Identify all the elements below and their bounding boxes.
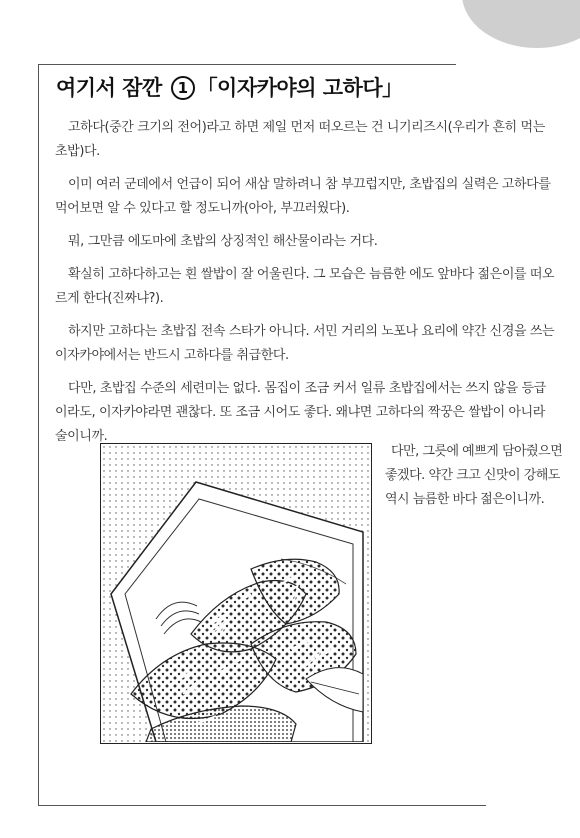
paragraph: 이미 여러 군데에서 언급이 되어 새삼 말하려니 참 부끄럽지만, 초밥집의 실력은 고하다를 먹어보면 알 수 있다고 할 정도니까(아아, 부끄러웠다). — [55, 177, 551, 216]
paragraph: 다만, 초밥집 수준의 세련미는 없다. 몸집이 조금 커서 일류 초밥집에서는 쓰지 않을 등급이라도, 이자카야라면 괜찮다. 또 조금 시어도 좋다. 왜냐면 고하다의 짝꿍은 쌀밥이 아니라 술이니까. — [55, 381, 546, 444]
paragraph: 확실히 고하다하고는 흰 쌀밥이 잘 어울린다. 그 모습은 늠름한 에도 앞바다 젊은이를 떠오르게 한다(진짜냐?). — [55, 267, 555, 306]
chapter-corner-tab — [462, 0, 580, 48]
caption-text: 다만, 그릇에 예쁘게 담아줬으면 좋겠다. 약간 크고 신맛이 강해도 역시 늠름한 바다 젊은이니까. — [385, 444, 563, 507]
body-text — [55, 116, 555, 458]
paragraph: 뭐, 그만큼 에도마에 초밥의 상징적인 해산물이라는 거다. — [68, 234, 378, 249]
frame-top-rule — [38, 64, 456, 65]
frame-bottom-rule — [38, 805, 486, 806]
section-title-subject: 「이자카야의 고하다」 — [196, 76, 403, 100]
paragraph: 고하다(중간 크기의 전어)라고 하면 제일 먼저 떠오르는 건 니기리즈시(우리가 흔히 먹는 초밥)다. — [55, 120, 545, 159]
kohada-illustration — [100, 443, 372, 744]
illustration-caption — [385, 440, 563, 521]
section-title — [56, 72, 403, 102]
paragraph: 하지만 고하다는 초밥집 전속 스타가 아니다. 서민 거리의 노포나 요리에 약간 신경을 쓰는 이자카야에서는 반드시 고하다를 취급한다. — [55, 324, 555, 363]
frame-left-rule — [38, 64, 39, 806]
section-number-badge: 1 — [171, 76, 195, 100]
section-title-prefix: 여기서 잠깐 — [56, 76, 162, 100]
